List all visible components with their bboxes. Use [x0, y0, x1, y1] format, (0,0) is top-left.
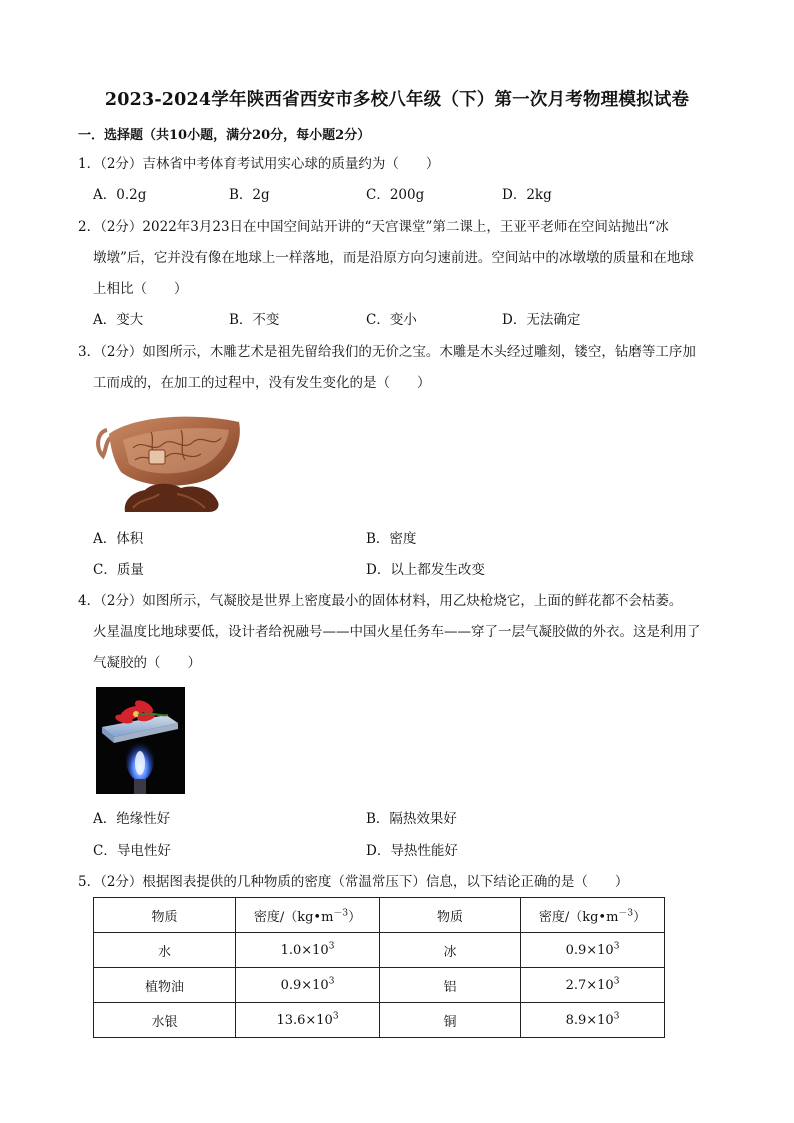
table-header-row: [94, 898, 665, 933]
q3-option-c[interactable]: C．质量: [93, 562, 144, 578]
cell-density: $0.9\times 10^3$: [521, 933, 665, 968]
q4-option-b[interactable]: B．隔热效果好: [366, 811, 457, 827]
aerogel-flower-image: [96, 687, 185, 794]
q1-stem: 1．（2分）吉林省中考体育考试用实心球的质量约为（ ）: [78, 156, 440, 172]
q4-stem-line3: 气凝胶的（ ）: [93, 655, 201, 671]
cell-density: $8.9\times 10^3$: [521, 1003, 665, 1038]
q1-option-d[interactable]: D．2kg: [502, 187, 552, 203]
q1-option-c[interactable]: C．200g: [366, 187, 425, 203]
q4-stem-line1: 4．（2分）如图所示，气凝胶是世界上密度最小的固体材料，用乙炔枪烧它，上面的鲜花都不会枯萎。: [78, 593, 683, 609]
q4-stem-line2: 火星温度比地球要低，设计者给祝融号——中国火星任务车——穿了一层气凝胶做的外衣。这是利用了: [93, 624, 701, 640]
wood-carving-image: [93, 408, 245, 514]
header-density-2: 密度$/(kg•m^{-3})$: [521, 898, 665, 933]
q2-option-a[interactable]: A．变大: [93, 312, 144, 328]
q3-option-d[interactable]: D．以上都发生改变: [366, 562, 485, 578]
cell-density: $2.7\times 10^3$: [521, 968, 665, 1003]
header-substance-2: 物质: [380, 898, 521, 933]
q4-option-a[interactable]: A．绝缘性好: [93, 811, 171, 827]
q2-option-c[interactable]: C．变小: [366, 312, 417, 328]
q3-option-b[interactable]: B．密度: [366, 531, 417, 547]
cell-substance: 铝: [380, 968, 521, 1003]
table-row: [94, 968, 665, 1003]
q1-option-b[interactable]: B．2g: [229, 187, 270, 203]
cell-substance: 水银: [94, 1003, 236, 1038]
exam-title: 2023-2024学年陕西省西安市多校八年级（下）第一次月考物理模拟试卷: [104, 90, 690, 110]
q2-stem-line1: 2．（2分）2022年3月23日在中国空间站开讲的“天宫课堂”第二课上，王亚平老师在空间站抛出“冰: [78, 219, 669, 235]
cell-substance: 植物油: [94, 968, 236, 1003]
q5-stem: 5．（2分）根据图表提供的几种物质的密度（常温常压下）信息，以下结论正确的是（ ）: [78, 874, 629, 890]
cell-substance: 冰: [380, 933, 521, 968]
density-table: [93, 897, 665, 1038]
q2-option-b[interactable]: B．不变: [229, 312, 280, 328]
cell-density: $13.6\times 10^3$: [236, 1003, 380, 1038]
cell-density: $0.9\times 10^3$: [236, 968, 380, 1003]
q1-option-a[interactable]: A．0.2g: [93, 187, 147, 203]
header-density-1: 密度$/(kg•m^{-3})$: [236, 898, 380, 933]
cell-density: $1.0\times 10^3$: [236, 933, 380, 968]
q4-option-c[interactable]: C．导电性好: [93, 843, 171, 859]
q3-option-a[interactable]: A．体积: [93, 531, 144, 547]
q2-stem-line3: 上相比（ ）: [93, 281, 188, 297]
q2-option-d[interactable]: D．无法确定: [502, 312, 581, 328]
q3-stem-line1: 3．（2分）如图所示，木雕艺术是祖先留给我们的无价之宝。木雕是木头经过雕刻，镂空，钻磨等工序加: [78, 344, 696, 360]
header-substance-1: 物质: [94, 898, 236, 933]
section-heading: 一．选择题（共10小题，满分20分，每小题2分）: [78, 128, 371, 143]
cell-substance: 铜: [380, 1003, 521, 1038]
table-row: [94, 1003, 665, 1038]
table-row: [94, 933, 665, 968]
cell-substance: 水: [94, 933, 236, 968]
q2-stem-line2: 墩墩”后，它并没有像在地球上一样落地，而是沿原方向匀速前进。空间站中的冰墩墩的质量和在地球: [93, 250, 694, 266]
q4-option-d[interactable]: D．导热性能好: [366, 843, 458, 859]
q3-stem-line2: 工而成的，在加工的过程中，没有发生变化的是（ ）: [93, 375, 431, 391]
